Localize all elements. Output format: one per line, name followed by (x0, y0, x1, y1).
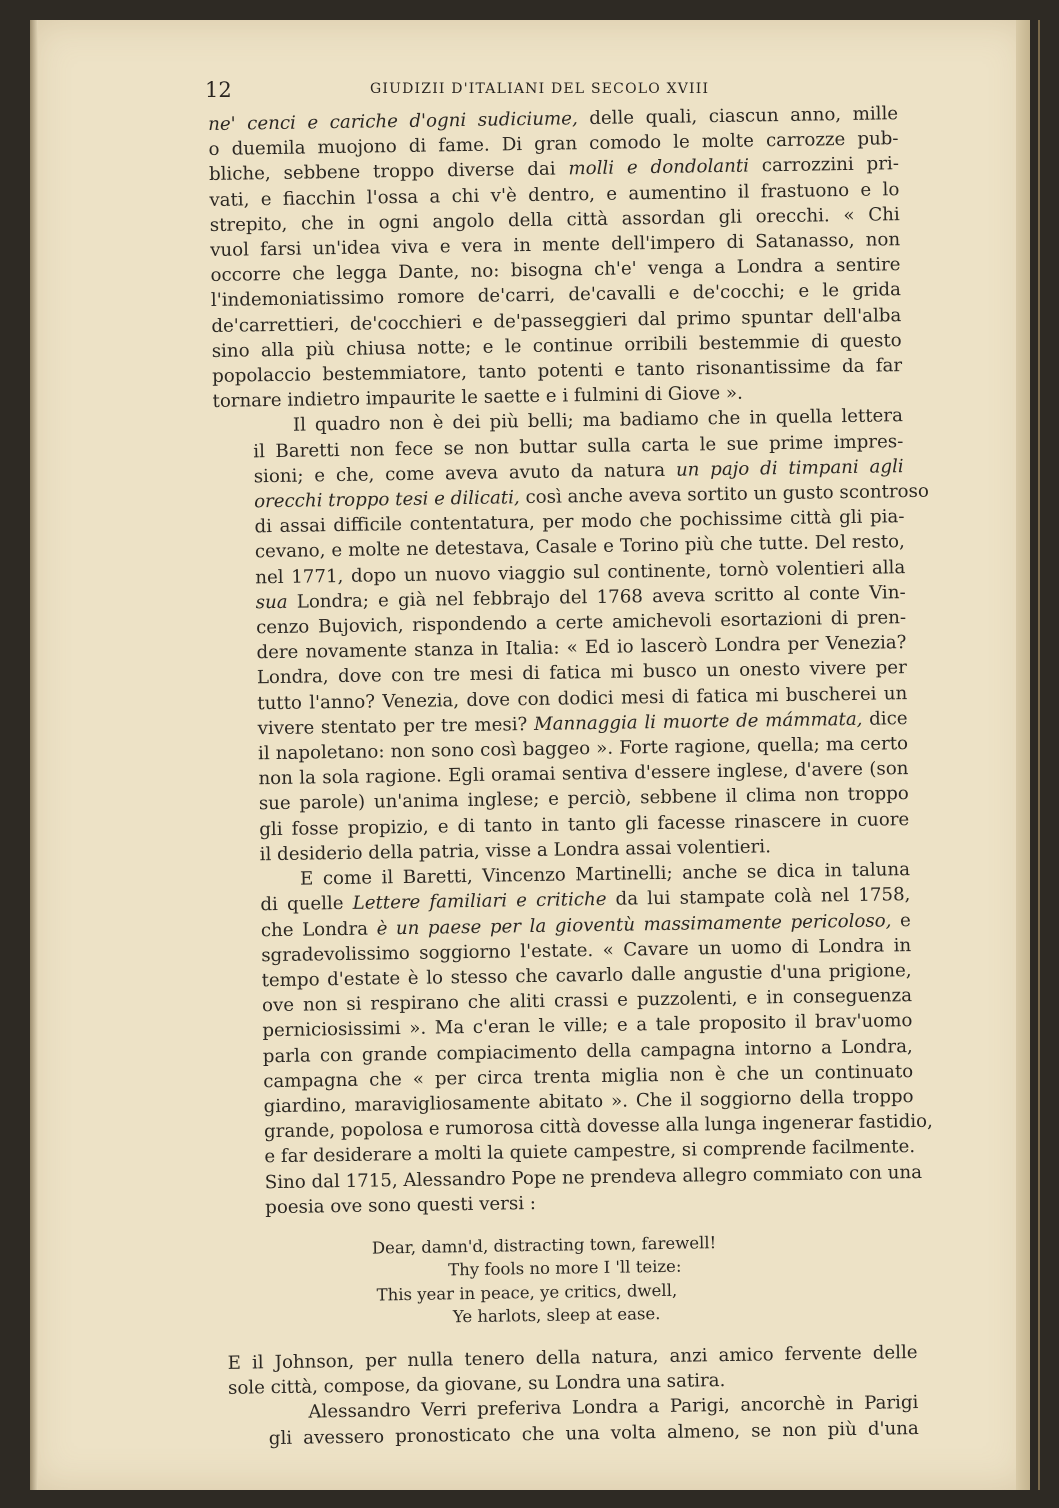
italic-span: Lettere familiari e critiche (352, 889, 607, 915)
text-span: di quelle (260, 893, 353, 916)
paragraph (208, 101, 903, 414)
text-span: sgradevolissimo soggiorno l'estate. « Cavare un uomo di Londra in (261, 934, 912, 966)
text-span: che Londra (260, 917, 377, 941)
text-span: gli fosse propizio, e di tanto in tanto gli facesse rinascere in cuore (259, 808, 910, 840)
page-binding-edge (30, 20, 38, 1490)
text-span: e (891, 909, 911, 931)
text-span: gli avessero pronosticato che una volta almeno, se non più d'una (268, 1417, 919, 1449)
text-span: vuol farsi un'idea viva e vera in mente dell'impero di Satanasso, non (210, 229, 901, 261)
text-span: cenzo Bujovich, rispondendo a certe amichevoli esortazioni di pren- (255, 607, 907, 639)
text-span: il desiderio della patria, visse a Londra assai volentieri. (259, 836, 772, 866)
text-span: carrozzini pri- (748, 153, 900, 177)
poem-verse: Thy fools no more I 'll teize: (448, 1257, 682, 1280)
text-span: vivere stentato per tre mesi? (257, 713, 535, 740)
poem-verse: Dear, damn'd, distracting town, farewell! (371, 1233, 717, 1258)
text-span: o duemila muojono di fame. Di gran comodo le molte carrozze pub- (208, 128, 899, 161)
text-span: poesia ove sono questi versi : (265, 1192, 537, 1218)
page-border-line (1038, 20, 1040, 1490)
text-span: da lui stampate colà nel 1758, (606, 884, 911, 911)
text-span: tempo d'estate è lo stesso che cavarlo dalle angustie d'una prigione, (261, 959, 912, 992)
text-span: giardino, maravigliosamente abitato ». Che il soggiorno della troppo (263, 1085, 914, 1118)
paragraph (220, 857, 933, 1221)
text-span: Londra, dove con tre mesi di fatica mi busco un onesto vivere per (256, 657, 907, 689)
text-span: dice (862, 707, 908, 730)
text-span: popolaccio bestemmiatore, tanto potenti e tanto risonantissime da far (211, 355, 903, 387)
poem-verse: This year in peace, ye critics, dwell, (376, 1280, 678, 1305)
italic-span: è un paese per la gioventù massimamente pericoloso, (376, 909, 892, 939)
text-span: delle quali, ciascun anno, mille (577, 103, 899, 130)
text-span: l'indemoniatissimo romore de'carri, de'cavalli e de'cocchi; e le grida (210, 279, 902, 312)
text-span: Il quadro non è dei più belli; ma badiamo che in quella lettera (292, 405, 904, 437)
paragraph (213, 404, 929, 868)
italic-span: molli e dondolanti (568, 155, 750, 180)
text-span: Sino dal 1715, Alessandro Pope ne prendeva allegro commiato con una (264, 1161, 923, 1193)
paragraphs-after-poem (227, 1340, 918, 1452)
text-span: grande, popolosa e rumorosa città dovesse alla lunga ingenerar fastidio, (263, 1110, 933, 1143)
italic-span: Mannaggia li muorte de mámmata, (533, 708, 863, 735)
text-span: non la sola ragione. Egli oramai sentiva d'essere inglese, d'avere (son (258, 758, 909, 790)
text-span: sioni; e che, come aveva avuto da natura (253, 459, 677, 488)
text-span: di assai difficile contentatura, per modo che pochissime città gli pia- (254, 506, 905, 538)
text-span: nel 1771, dopo un nuovo viaggio sul continente, tornò volentieri alla (255, 556, 906, 588)
text-span: sue parole) un'anima inglese; e perciò, sebbene il clima non troppo (258, 783, 909, 815)
page-number: 12 (205, 78, 232, 102)
text-span: cevano, e molte ne detestava, Casale e Torino più che tutte. Del resto, (254, 531, 906, 563)
text-span: sino alla più chiusa notte; e le continue orribili bestemmie di questo (211, 329, 902, 362)
text-span: sole città, compose, da giovane, su Londra una satira. (227, 1370, 726, 1399)
text-span: dere novamente stanza in Italia: « Ed io lascerò Londra per Venezia? (256, 632, 907, 664)
text-span: de'carrettieri, de'cocchieri e de'passeggieri dal primo spuntar dell'alba (211, 304, 902, 337)
text-span: e far desiderare a molti la quiete campestre, si comprende facilmente. (264, 1136, 916, 1168)
next-page-edge (1016, 20, 1030, 1490)
text-span: tutto l'anno? Venezia, dove con dodici mesi di fatica mi buscherei un (257, 682, 908, 714)
text-span: E il Johnson, per nulla tenero della natura, anzi amico fervente delle (227, 1341, 918, 1374)
text-span: perniciosissimi ». Ma c'eran le ville; e a tale proposito il brav'uomo (262, 1010, 913, 1042)
text-span: E come il Baretti, Vincenzo Martinelli; anche se dica in taluna (299, 859, 911, 890)
text-span: strepito, che in ogni angolo della città assordan gli orecchi. « Chi (209, 203, 900, 236)
paragraphs-before-poem (208, 101, 933, 1221)
italic-span: orecchi troppo tesi e dilicati, (253, 487, 520, 513)
text-span: Alessandro Verri preferiva Londra a Parigi, ancorchè in Parigi (308, 1392, 919, 1423)
text-span: vati, e fiacchin l'ossa a chi v'è dentro, e aumentino il frastuono e lo (209, 178, 900, 211)
poem-verse: Ye harlots, sleep at ease. (452, 1304, 661, 1327)
italic-span: un pajo di timpani agli (675, 455, 904, 481)
italic-span: ne' cenci e cariche d'ogni sudiciume, (208, 108, 578, 135)
text-span: il Baretti non fece se non buttar sulla carta le sue prime impres- (253, 430, 904, 462)
text-span: Londra; e già nel febbrajo del 1768 aveva scritto al conte Vin- (287, 581, 906, 613)
italic-span: sua (255, 591, 288, 614)
text-span: il napoletano: non sono così baggeo ». Forte ragione, quella; ma certo (257, 733, 909, 765)
text-span: tornare indietro impaurite le saette e i fulmini di Giove ». (212, 382, 744, 413)
running-title: GIUDIZII D'ITALIANI DEL SECOLO XVIII (370, 81, 710, 97)
text-span: parla con grande compiacimento della campagna intorno a Londra, (262, 1035, 913, 1067)
text-span: ove non si respirano che aliti crassi e puzzolenti, e in conseguenza (261, 985, 913, 1017)
poem-quote (226, 1228, 917, 1333)
text-span: campagna che « per circa trenta miglia non è che un continuato (263, 1060, 914, 1092)
body-text (208, 101, 933, 1451)
text-span: così anche aveva sortito un gusto scontroso (519, 480, 929, 509)
text-span: occorre che legga Dante, no: bisogna ch'e' venga a Londra a sentire (210, 254, 901, 287)
text-span: bliche, sebbene troppo diverse dai (208, 158, 569, 186)
